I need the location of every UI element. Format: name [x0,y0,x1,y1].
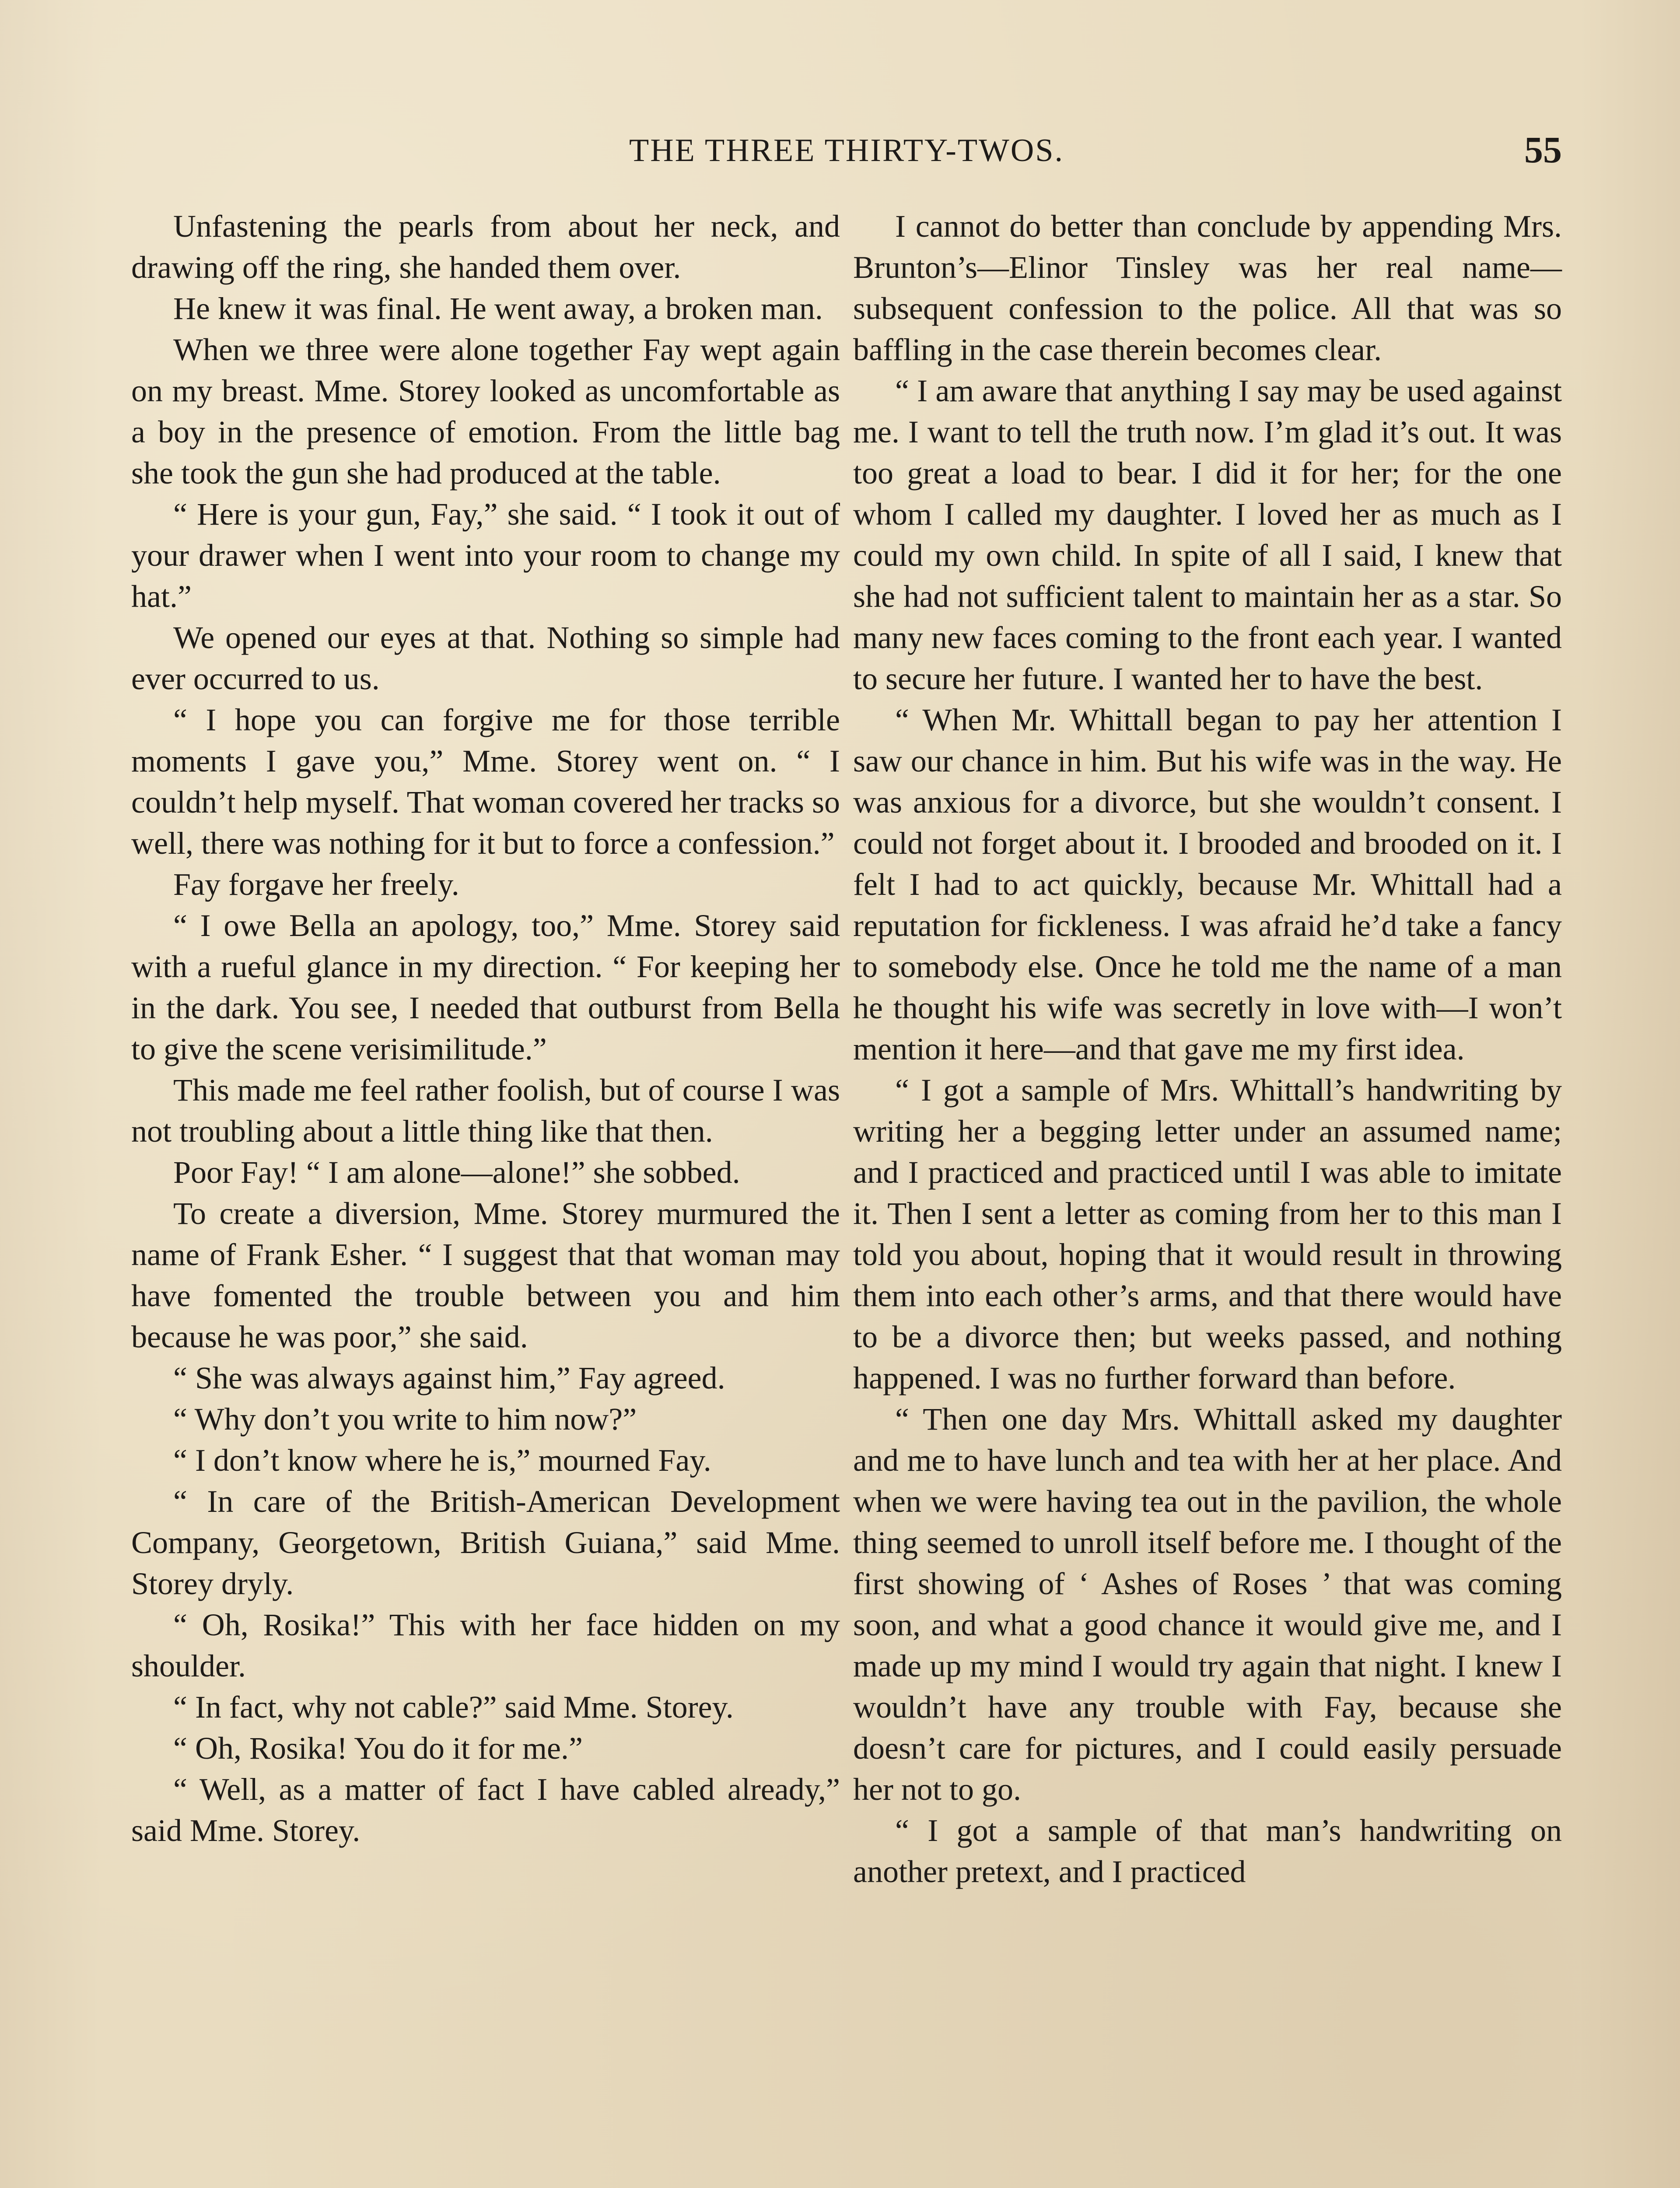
paragraph: “ Oh, Rosika!” This with her face hidden on my shoulder. [131,1607,840,1683]
paragraph: Fay forgave her freely. [173,867,459,902]
right-column [853,206,1562,1892]
paragraph: Unfastening the pearls from about her neck, and drawing off the ring, she handed them over. [131,209,840,285]
running-head [131,128,1562,176]
paragraph: “ Here is your gun, Fay,” she said. “ I took it out of your drawer when I went into your room to change my hat.” [131,497,840,614]
paragraph: “ I don’t know where he is,” mourned Fay. [173,1443,711,1478]
paragraph: “ She was always against him,” Fay agreed. [173,1360,725,1396]
paragraph: “ In fact, why not cable?” said Mme. Storey. [173,1690,734,1725]
paragraph: When we three were alone together Fay wept again on my breast. Mme. Storey looked as uncomfortable as a boy in the presence of emotion. From the little bag she took the gun she had produced at the table. [131,332,840,491]
left-column [131,206,840,1851]
paragraph: “ I am aware that anything I say may be used against me. I want to tell the truth now. I’m glad it’s out. It was too great a load to bear. I did it for her; for the one whom I called my daughter. I loved her as much as I could my own child. In spite of all I said, I knew that she had not sufficient talent to maintain her as a star. So many new faces coming to the front each year. I wanted to secure her future. I wanted her to have the best. [853,373,1562,696]
paragraph: Poor Fay! “ I am alone—alone!” she sobbed. [173,1155,740,1190]
paragraph: “ Then one day Mrs. Whittall asked my daughter and me to have lunch and tea with her at her place. And when we were having tea out in the pavilion, the whole thing seemed to unroll itself before me. I thought of the first showing of ‘ Ashes of Roses ’ that was coming soon, and what a good chance it would give me, and I made up my mind I would try again that night. I knew I wouldn’t have any trouble with Fay, because she doesn’t care for pictures, and I could easily persuade her not to go. [853,1402,1562,1807]
running-title: THE THREE THIRTY-TWOS. [629,133,1064,168]
paragraph: “ Well, as a matter of fact I have cabled already,” said Mme. Storey. [131,1772,840,1848]
page-number: 55 [1524,129,1562,171]
paragraph: “ In care of the British-American Development Company, Georgetown, British Guiana,” said Mme. Storey dryly. [131,1484,840,1601]
paragraph: “ I hope you can forgive me for those terrible moments I gave you,” Mme. Storey went on. “ I couldn’t help myself. That woman covered her tracks so well, there was nothing for it but to force a confession.” [131,702,840,861]
paragraph: “ I owe Bella an apology, too,” Mme. Storey said with a rueful glance in my direction. “ For keeping her in the dark. You see, I needed that outburst from Bella to give the scene verisimilitude.” [131,908,840,1066]
paragraph: This made me feel rather foolish, but of course I was not troubling about a little thing like that then. [131,1073,840,1149]
paragraph: He knew it was final. He went away, a broken man. [173,291,823,326]
paragraph: We opened our eyes at that. Nothing so simple had ever occurred to us. [131,620,840,696]
paragraph: “ Oh, Rosika! You do it for me.” [173,1731,583,1766]
paragraph: “ I got a sample of Mrs. Whittall’s handwriting by writing her a begging letter under an assumed name; and I practiced and practiced until I was able to imitate it. Then I sent a letter as coming from her to this man I told you about, hoping that it would result in throwing them into each other’s arms, and that there would have to be a divorce then; but weeks passed, and nothing happened. I was no further forward than before. [853,1073,1562,1396]
paragraph: “ Why don’t you write to him now?” [173,1402,637,1437]
paragraph: “ When Mr. Whittall began to pay her attention I saw our chance in him. But his wife was in the way. He was anxious for a divorce, but she wouldn’t consent. I could not forget about it. I brooded and brooded on it. I felt I had to act quickly, because Mr. Whittall had a reputation for fickleness. I was afraid he’d take a fancy to somebody else. Once he told me the name of a man he thought his wife was secretly in love with—I won’t mention it here—and that gave me my first idea. [853,702,1562,1066]
paragraph: “ I got a sample of that man’s handwriting on another pretext, and I practiced [853,1813,1562,1889]
paragraph: To create a diversion, Mme. Storey murmured the name of Frank Esher. “ I suggest that that woman may have fomented the trouble between you and him because he was poor,” she said. [131,1196,840,1354]
paragraph: I cannot do better than conclude by appending Mrs. Brunton’s—Elinor Tinsley was her real name—subsequent confession to the police. All that was so baffling in the case therein becomes clear. [853,209,1562,367]
